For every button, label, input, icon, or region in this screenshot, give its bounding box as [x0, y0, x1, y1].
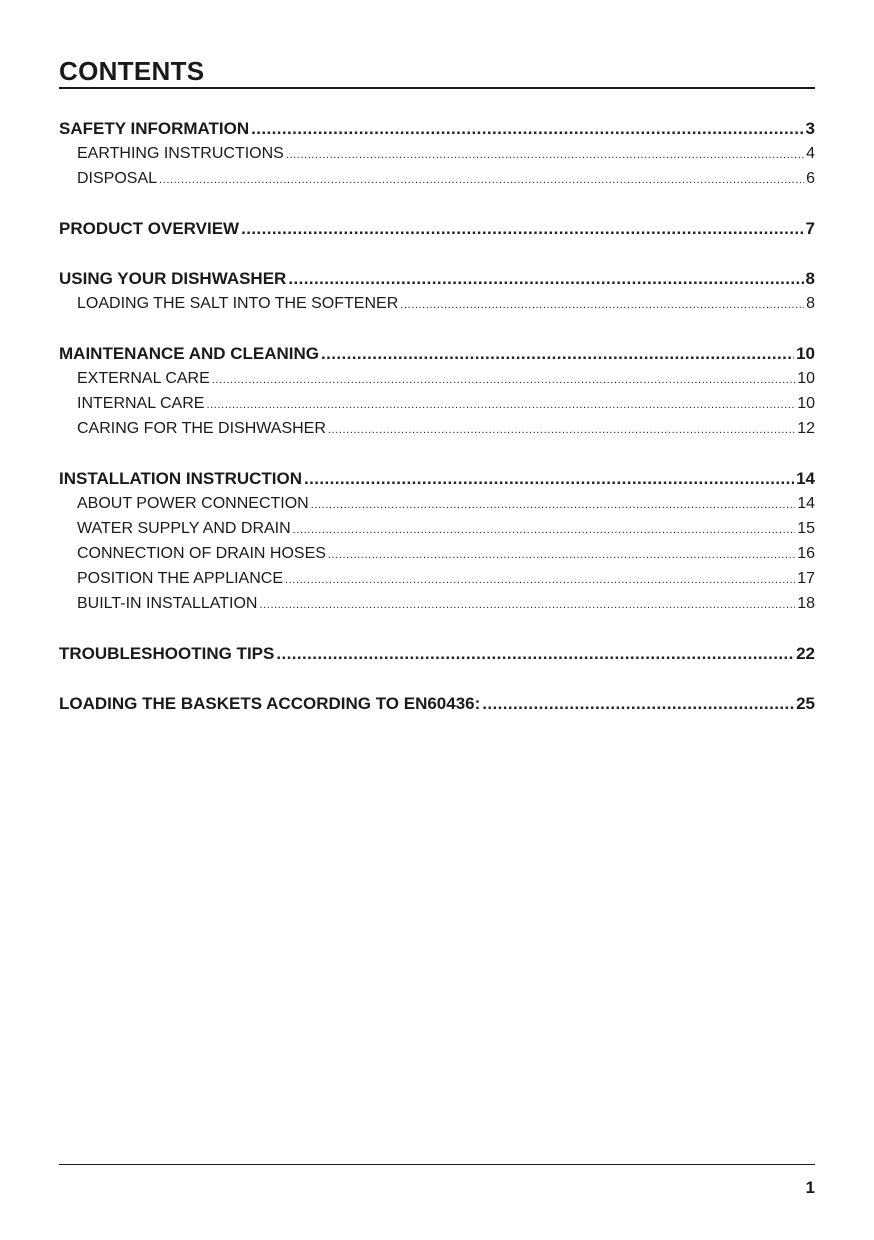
- toc-entry-label: USING YOUR DISHWASHER: [59, 269, 287, 288]
- toc-entry-label: CONNECTION OF DRAIN HOSES: [77, 545, 326, 562]
- toc-entry-page: 12: [797, 420, 815, 437]
- toc-entry-label: PRODUCT OVERVIEW: [59, 219, 240, 238]
- dot-leader: [288, 266, 803, 291]
- toc-entry-page: 6: [806, 170, 815, 187]
- toc-subsection-entry[interactable]: [59, 391, 815, 416]
- toc-entry-label: TROUBLESHOOTING TIPS: [59, 644, 275, 663]
- toc-entry-page: 10: [797, 395, 815, 412]
- toc-section: [59, 466, 815, 616]
- toc-subsection-entry[interactable]: [59, 166, 815, 191]
- toc-entry-page: 7: [805, 219, 815, 238]
- dot-leader: [259, 593, 795, 618]
- dot-leader: [321, 341, 794, 366]
- dot-leader: [328, 418, 795, 443]
- dot-leader: [212, 368, 795, 393]
- toc-subsection-entry[interactable]: [59, 491, 815, 516]
- toc-entry-label: LOADING THE SALT INTO THE SOFTENER: [77, 295, 399, 312]
- toc-entry-label: CARING FOR THE DISHWASHER: [77, 420, 326, 437]
- toc-section: [59, 691, 815, 716]
- toc-subsection-entry[interactable]: [59, 416, 815, 441]
- dot-leader: [293, 518, 796, 543]
- toc-entry-page: 8: [805, 269, 815, 288]
- toc-section-heading[interactable]: [59, 266, 815, 291]
- toc-entry-page: 4: [806, 145, 815, 162]
- toc-subsection-entry[interactable]: [59, 516, 815, 541]
- toc-entry-label: INTERNAL CARE: [77, 395, 205, 412]
- toc-subsection-entry[interactable]: [59, 591, 815, 616]
- toc-section: [59, 216, 815, 241]
- toc-entry-page: 10: [796, 344, 815, 363]
- toc-entry-label: SAFETY INFORMATION: [59, 119, 250, 138]
- toc-subsection-entry[interactable]: [59, 291, 815, 316]
- toc-entry-page: 15: [797, 520, 815, 537]
- dot-leader: [304, 466, 794, 491]
- toc-entry-label: EXTERNAL CARE: [77, 370, 210, 387]
- toc-entry-label: ABOUT POWER CONNECTION: [77, 495, 309, 512]
- toc-section: [59, 116, 815, 191]
- footer-divider: [59, 1164, 815, 1165]
- dot-leader: [206, 393, 795, 418]
- toc-entry-page: 14: [796, 469, 815, 488]
- dot-leader: [311, 493, 795, 518]
- page-number: 1: [805, 1178, 815, 1197]
- toc-subsection-entry[interactable]: [59, 141, 815, 166]
- dot-leader: [285, 568, 795, 593]
- toc-subsection-entry[interactable]: [59, 541, 815, 566]
- toc-section-heading[interactable]: [59, 641, 815, 666]
- toc-subsection-entry[interactable]: [59, 566, 815, 591]
- toc-entry-label: POSITION THE APPLIANCE: [77, 570, 283, 587]
- toc-entry-page: 10: [797, 370, 815, 387]
- toc-section-heading[interactable]: [59, 341, 815, 366]
- toc-entry-label: LOADING THE BASKETS ACCORDING TO EN60436:: [59, 694, 481, 713]
- toc-section: [59, 341, 815, 441]
- toc-entry-page: 22: [796, 644, 815, 663]
- dot-leader: [241, 216, 803, 241]
- table-of-contents: [59, 116, 815, 741]
- toc-entry-page: 25: [796, 694, 815, 713]
- toc-entry-page: 14: [797, 495, 815, 512]
- dot-leader: [286, 143, 804, 168]
- toc-entry-page: 3: [805, 119, 815, 138]
- dot-leader: [328, 543, 795, 568]
- dot-leader: [159, 168, 804, 193]
- toc-entry-label: DISPOSAL: [77, 170, 158, 187]
- toc-entry-page: 16: [797, 545, 815, 562]
- toc-entry-page: 18: [797, 595, 815, 612]
- dot-leader: [251, 116, 803, 141]
- toc-section-heading[interactable]: [59, 466, 815, 491]
- toc-section-heading[interactable]: [59, 691, 815, 716]
- page-title: CONTENTS: [59, 56, 205, 86]
- dot-leader: [400, 293, 804, 318]
- toc-entry-page: 17: [797, 570, 815, 587]
- toc-section: [59, 266, 815, 316]
- toc-entry-label: WATER SUPPLY AND DRAIN: [77, 520, 291, 537]
- toc-section: [59, 641, 815, 666]
- toc-entry-label: EARTHING INSTRUCTIONS: [77, 145, 284, 162]
- title-divider: [59, 87, 815, 89]
- toc-entry-label: BUILT-IN INSTALLATION: [77, 595, 258, 612]
- toc-subsection-entry[interactable]: [59, 366, 815, 391]
- toc-entry-label: MAINTENANCE AND CLEANING: [59, 344, 320, 363]
- toc-section-heading[interactable]: [59, 116, 815, 141]
- dot-leader: [276, 641, 794, 666]
- toc-entry-label: INSTALLATION INSTRUCTION: [59, 469, 303, 488]
- toc-entry-page: 8: [806, 295, 815, 312]
- dot-leader: [482, 691, 794, 716]
- toc-section-heading[interactable]: [59, 216, 815, 241]
